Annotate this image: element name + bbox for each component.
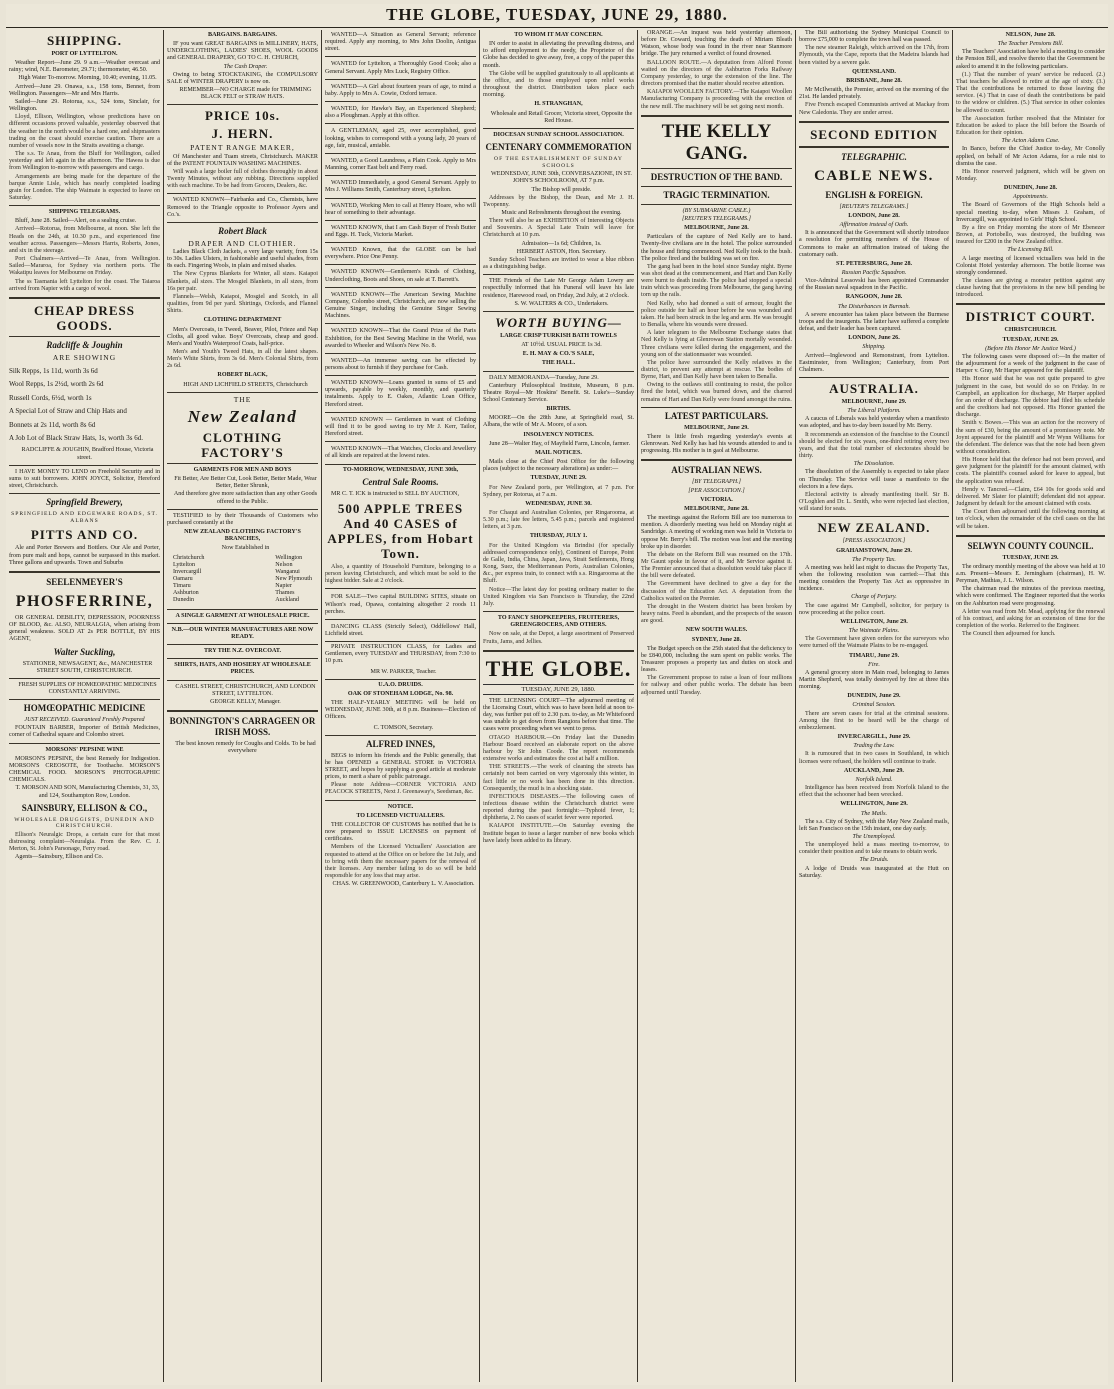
insolvency-heading: INSOLVENCY NOTICES. (523, 431, 594, 438)
bluff-telegram: Bluff, June 28. Sailed—Alert, on a sealing cruise. (15, 218, 137, 225)
brisbane-date: BRISBANE, June 28. (846, 77, 902, 84)
acton-heading: The Acton Adams Case. (1001, 138, 1060, 145)
town-right: Wellington (275, 554, 303, 561)
tea: Music and Refreshments throughout the evening. (501, 210, 622, 216)
daily-memoranda: DAILY MEMORANDA—Tuesday, June 29. (489, 374, 599, 381)
births-body: MOORE—On the 28th June, at Springfield road, St. Albans, the wife of Mr A. Moore, of a son. (483, 415, 634, 429)
wellington-date: WELLINGTON, June 29. (840, 618, 908, 625)
town-right: Napier (275, 583, 292, 590)
destruction-heading: DESTRUCTION OF THE BAND. (650, 171, 783, 182)
stocktaking: Owing to being STOCKTAKING, the COMPULSORY SALE of WINTER DRAPERY is now on. (167, 71, 318, 85)
dress-item: A Special Lot of Straw and Chip Hats and (9, 407, 127, 416)
remember: REMEMBER—NO CHARGE made for TRIMMING BLACK FELT or STRAW HATS. (179, 87, 312, 101)
hern-body: Of Manchester and Tuam streets, Christchurch. MAKER of the PATENT FOUNTAIN WASHING MACHINES. (167, 153, 318, 167)
may-sale: E. H. MAY & CO.'S SALE, (522, 351, 595, 358)
russian-heading: Russian Pacific Squadron. (841, 269, 907, 276)
suckling-sub: STATIONER, NEWSAGENT, &c., MANCHESTER STREET SOUTH, CHRISTCHURCH. (22, 660, 153, 674)
garments-heading: GARMENTS FOR MEN AND BOYS (193, 466, 292, 473)
dissolution-heading: The Dissolution. (853, 461, 895, 468)
radcliffe-name: Radcliffe & Joughin (46, 339, 123, 350)
selwyn-body: The ordinary monthly meeting of the above was held at 10 a.m. Present—Messrs E. Jerningham (chairman), H. W. Peryman, Mathias, J. L. Wilson. (956, 563, 1105, 585)
appointments-heading: Appointments. (1012, 194, 1049, 201)
joyce-ad: I HAVE MONEY TO LEND on Freehold Security and in sums to suit borrowers. JOHN JOYCE, Solicitor, Hereford street, Christchurch. (9, 468, 160, 490)
robert-black-heading: Robert Black (218, 225, 267, 236)
dissolution-body: The dissolution of the Assembly is expected to take place on Thursday. The Service will issue a manifesto to the electors in a few days. (799, 469, 949, 490)
suckling-heading: Walter Suckling, (53, 646, 116, 657)
inquest-body: ORANGE.—An inquest was held yesterday afternoon, before Dr. Coward, touching the death of Miriam Bleath Watson, whose body was found in the river near Stanmore bridge. The jury returned a verdict of found drowned. (641, 30, 792, 58)
wanted-ad: WANTED KNOWN—That Watches, Clocks and Jewellery of all kinds are repaired at the lowest rates. (325, 444, 476, 464)
weather-report: Weather Report—June 29. 9 a.m.—Weather overcast and rainy; wind, N.E. Barometer, 29.71; thermometer, 46.50. (9, 60, 160, 74)
criminal-heading: Criminal Session. (852, 702, 896, 709)
memoranda-body: Canterbury Philosophical Institute, Museum, 8 p.m. Theatre Royal—Mr Hoskins' Benefit. St. Luke's—Sunday School Centenary Service. (483, 382, 634, 403)
column-6: The Bill authorising the Sydney Municipal Council to borrow £75,000 to complete the town hall was passed. The new steamer Raleigh, which arrived on the 17th, from Plymouth, via the Cape, reports that the Madeira Islands had been visited by a severe gale. QUEENSLAND. BRISBANE, June 28. Mr McIlwraith, the Premier, arrived on the morning of the 21st. He landed privately. Five French escaped Communists arrived at Mackay from New Caledonia. They are under arrest. SECOND EDITION TELEGRAPHIC. CABLE NEWS. ENGLISH & FOREIGN. [REUTER'S TELEGRAMS.] LONDON, June 28. Affirmation instead of Oath. It is announced that the Government will shortly introduce a resolution for permitting members of the House of Commons to make an affirmation instead of taking the customary oath. ST. PETERSBURG, June 28. Russian Pacific Squadron. Vice-Admiral Lessovski has been appointed Commander of the Russian naval squadron in the Pacific. RANGOON, June 28. The Disturbances in Burmah. A severe encounter has taken place between the Burmese troops and the insurgents. The latter have suffered a complete defeat, and their leader has been captured. LONDON, June 26. Shipping. Arrived—Inglewood and Remonstrant, from Lyttelton. Eastminster, from Wellington; Canterbury, from Port Chalmers. AUSTRALIA. MELBOURNE, June 29. The Liberal Platform. A caucus of Liberals was held yesterday when a manifesto was adopted, and has to-day been issued by Mr. Berry. It recommends an extension of the franchise to the Council should be elected for six years, one-third retiring every two years, and that the total number of electorates should be thirty. The Dissolution. The dissolution of the Assembly is expected to take place on Thursday. The Service will issue a manifesto to the electors in a few days. Electoral activity is already manifesting itself. Sir B. O'Loghlen and Dr. L. Smith, who were rejected last election, will stand for seats. NEW ZEALAND. [PRESS ASSOCIATION.] GRAHAMSTOWN, June 29. The Property Tax. A meeting was held last night to discuss the Property Tax, when the following resolution was carried:—That this meeting considers the Property Tax Act as oppressive in incidence. Charge of Perjury. The case against Mr Campbell, solicitor, for perjury is now proceeding at the police court. WELLINGTON, June 29. The Waimate Plains. The Government have given orders for the surveyors who were turned off the Waimate Plains to be re-engaged. TIMARU, June 29. Fire. A general grocery store in Main road, belonging to James Martin Shepherd, was totally destroyed by fire at three this morning. DUNEDIN, June 29. Criminal Session. There are seven cases for trial at the criminal sessions. Among the first to be heard will be the charge of embezzlement. INVERCARGILL, June 29. Trading the Law. It is rumoured that in two cases in Southland, in which licenses were refused, the holders will continue to trade. AUCKLAND, June 29. Norfolk Island. Intelligence has been received from Norfolk Island to the effect that the schooner had been wrecked. WELLINGTON, June 29. The Mails. The s.s. City of Sydney, with the May New Zealand mails, left San Francisco on the 15th instant, one day early. The Unemployed. The unemployed held a mass meeting to-morrow, to consider their position and to take means to obtain work. The Druids. A lodge of Druids was inaugurated at the Hutt on Saturday. (799, 30, 950, 879)
try-overcoat: TRY THE N.Z. OVERCOAT. (203, 648, 282, 655)
dunedin-date: DUNEDIN, June 29. (847, 693, 901, 700)
town-right: New Plymouth (275, 575, 312, 582)
town-right: Nelson (275, 561, 293, 568)
springfield-sub: SPRINGFIELD AND EDGEWARE ROADS, ST. ALBANS (11, 511, 158, 524)
tragic-heading: TRAGIC TERMINATION. (663, 189, 770, 200)
queensland-heading: QUEENSLAND. (852, 68, 896, 75)
licensing-court: THE LICENSING COURT—The adjourned meeting of the Licensing Court, which was to have been held at noon to-day, was further put off to 2.30 p.m. to-day, as Mr Whitefoord was unable to get down from Rangiora before that time. The cases were proceeding when we went to press. (483, 697, 634, 733)
chch-heading: CHRISTCHURCH. (1004, 327, 1057, 334)
sainsbury-sub: WHOLESALE DRUGGISTS, DUNEDIN AND CHRISTCHURCH. (14, 816, 155, 830)
dress-item: A Job Lot of Black Straw Hats, 1s, worth 3s 6d. (9, 434, 143, 443)
selwyn-heading: SELWYN COUNTY COUNCIL. (967, 540, 1094, 551)
trading-heading: Trading the Law. (853, 743, 895, 750)
invercargill-date: INVERCARGILL, June 29. (837, 734, 911, 741)
notice-heading: NOTICE. (387, 803, 414, 810)
australia-date: MELBOURNE, June 29. (841, 399, 907, 405)
wanted-ad: WANTED KNOWN—Loans granted in sums of £5 and upwards, payable by weekly, monthly, and quarterly instalments. Apply to E. Oakes, Atlantic Loan Office, Hereford street. (325, 378, 476, 413)
seelenmeyer-heading: SEELENMEYER'S (46, 576, 123, 587)
chch-date: TUESDAY, JUNE 29. (1002, 336, 1059, 343)
rangoon-date: RANGOON, June 28. (845, 294, 903, 301)
hern-heading: J. HERN. (211, 126, 274, 142)
nsw-body: The Budget speech on the 25th stated that the deficiency to be £840,000, including the sum spent on public works. The Treasurer proposes a property tax and duties on stock and leases. (641, 645, 792, 674)
agents: Agents—Sainsbury, Ellison and Co. (15, 854, 104, 861)
centenary-sub: OF THE ESTABLISHMENT OF SUNDAY SCHOOLS (494, 156, 623, 169)
newspaper-page (6, 4, 1108, 1385)
mails-body: The s.s. City of Sydney, with the May New Zealand mails, left San Francisco on the 15th instant, one day early. (799, 818, 949, 832)
homoeo-heading: HOMŒOPATHIC MEDICINE (23, 703, 146, 714)
fountain-ad: FOUNTAIN BARBER, Importer of British Medicines, corner of Cathedral square and Colombo street. (9, 725, 160, 739)
column-3: WANTED—A Situation as General Servant; reference required. Apply any morning, to Mrs John Doolin, Antigua street. WANTED for Lyttelton, a Thoroughly Good Cook; also a General Servant. Apply Mrs Luck, Registry Office. WANTED—A Girl about fourteen years of age, to mind a baby. Apply to Mrs A. Cowie, Oxford terrace. WANTED, for Hawke's Bay, an Experienced Shepherd; also a Ploughman. Apply at this office. A GENTLEMAN, aged 25, over accomplished, good looking, wishes to correspond with a young lady, 20 years of age, fair, musical, amiable. WANTED, a Good Laundress, a Plain Cook. Apply to Mrs Manning, corner East belt and Ferry road. WANTED Immediately, a good General Servant. Apply to Mrs J. Williams Smith, Canterbury street, Lyttelton. WANTED, Working Men to call at Henry Hoare, who will hear of something to their advantage. WANTED KNOWN, that I am Cash Buyer of Fresh Butter and Eggs. H. Tuck, Victoria Market. WANTED Known, that the GLOBE can be had everywhere. Price One Penny. WANTED KNOWN—Gentlemen's Kinds of Clothing, Underclothing, Boots and Shoes, on sale at T. Barrett's. WANTED KNOWN—The American Sewing Machine Company, Colombo street, Christchurch, are now selling the Genuine Singer, including the Genuine Singer Sewing Machines. WANTED KNOWN—That the Grand Prize of the Paris Exhibition, for the Best Sewing Machine in the World, was awarded to Wheeler and Wilson's New No. 8. WANTED—An immense saving can be effected by persons about to furnish if they purchase for Cash. WANTED KNOWN—Loans granted in sums of £5 and upwards, payable by weekly, monthly, and quarterly instalments. Apply to E. Oakes, Atlantic Loan Office, Hereford street. WANTED KNOWN — Gentlemen in want of Clothing will find it to be good saving to try Mr J. Kerr, Tailor, Hereford street. WANTED KNOWN—That Watches, Clocks and Jewellery of all kinds are repaired at the lowest rates. TO-MORROW, WEDNESDAY, JUNE 30th, Central Sale Rooms. MR C. T. ICK is instructed to SELL BY AUCTION, 500 APPLE TREES And 40 CASES of APPLES, from Hobart Town. Also, a quantity of Household Furniture, belonging to a person leaving Christchurch, and which must be sold to the highest bidder. Sale at 2 o'clock. FOR SALE—Two capital BUILDING SITES, situate on Wilson's road, Opawa, containing altogether 2 roods 11 perches. DANCING CLASS (Strictly Select), Oddfellows' Hall, Lichfield street. PRIVATE INSTRUCTION CLASS, for Ladies and Gentlemen, every TUESDAY and THURSDAY, from 7:30 to 10 p.m. MR W. PARKER, Teacher. U.A.O. DRUIDS. OAK OF STONEHAM LODGE, No. 98. THE HALF-YEARLY MEETING will be held on WEDNESDAY, JUNE 30th, at 8 p.m. Business—Election of Officers. C. TOMSON, Secretary. ALFRED INNES, BEGS to inform his friends and the Public generally, that he has OPENED a GENERAL STORE in VICTORIA STREET, and hopes by supplying a good article at moderate prices, to merit a share of public patronage. Please note Address—CORNER VICTORIA AND PEACOCK STREETS, Next J. Greenaway's, Seedsman, &c. NOTICE. TO LICENSED VICTUALLERS. THE COLLECTOR OF CUSTOMS has notified that he is now prepared to ISSUE LICENSES on payment of certificates. Members of the Licensed Victuallers' Association are requested to attend at the Office on or before the 1st July, and to bring with them the necessary papers for the renewal of their licenses. Any member failing to do so will be held responsible for any loss that may arise. CHAS. W. GREENWOOD, Canterbury L. V. Association. (325, 32, 476, 888)
shipping-body-2: Arrived—Inglewood and Remonstrant, from Lyttelton. Eastminster, from Wellington; Canterbury, from Port Chalmers. (799, 352, 949, 373)
timaru-date: TIMARU, June 29. (848, 652, 900, 659)
clothing-factory-heading: CLOTHING FACTORY'S (201, 429, 284, 460)
bishop: The Bishop will preside. (531, 186, 592, 193)
robert-black-sub: DRAPER AND CLOTHIER. (188, 238, 297, 248)
victoria-heading: VICTORIA. (700, 496, 733, 503)
nelson-date: NELSON, June 28. (1005, 32, 1056, 38)
column-1: SHIPPING. PORT OF LYTTELTON. Weather Report—June 29. 9 a.m.—Weather overcast and rainy; wind, N.E. Barometer, 29.71; thermometer, 46.50. High Water To-morrow. Morning, 10.40; evening, 11.05. Arrived—June 29. Onawa, s.s., 158 tons, Bennet, from Wellington. Passengers—Mr and Mrs Harris. Sailed—June 29. Rotorua, s.s., 524 tons, Sinclair, for Wellington. Lloyd, Ellison, Wellington, whose predictions have on different occasions proved valuable, yesterday observed that the weather in the north would be a hard one, and shipmasters trading on the coast should exercise caution. There are a number of vessels now in the Straits awaiting a change. The s.s. Te Anau, from the Bluff for Wellington, called yesterday and left again in the afternoon. The Hawea is due from Wellington to-morrow with passengers and cargo. Arrangements are being made for the departure of the barque Annie Lisle, which has nearly completed loading grain for London. The ship Waimate is expected to leave on Saturday. SHIPPING TELEGRAMS. Bluff, June 28. Sailed—Alert, on a sealing cruise. Arrived—Rotorua, from Melbourne, at noon. She left the Heads on the 24th, at 10.30 p.m., and experienced fine weather across. Passengers—Messrs Harris, Roberts, Jones, and six in the steerage. Port Chalmers—Arrived—Te Anau, from Wellington. Sailed—Mararoa, for Sydney via northern ports. The Wakatipu leaves for Melbourne on Friday. The ss Tasmania left Lyttelton for the coast. The Taiaroa arrived from Napier with a cargo of wool. CHEAP DRESS GOODS. Radcliffe & Joughin ARE SHOWING Silk Repps, 1s 11d, worth 3s 6d Wool Repps, 1s 2½d, worth 2s 6d Russell Cords, 6½d, worth 1s A Special Lot of Straw and Chip Hats and Bonnets at 2s 11d, worth 8s 6d A Job Lot of Black Straw Hats, 1s, worth 3s 6d. RADCLIFFE & JOUGHIN, Bradford House, Victoria street. I HAVE MONEY TO LEND on Freehold Security and in sums to suit borrowers. JOHN JOYCE, Solicitor, Hereford street, Christchurch. Springfield Brewery, SPRINGFIELD AND EDGEWARE ROADS, ST. ALBANS PITTS AND CO. Ale and Porter Brewers and Bottlers. Our Ale and Porter, from pure malt and hops, cannot be surpassed in this market. Three gallons and upwards. Town and Suburbs SEELENMEYER'S PHOSFERRINE, OR GENERAL DEBILITY, DEPRESSION, POORNESS OF BLOOD, &c. ALSO, NEURALGIA, when arising from general weakness. SOLD AT 2s PER BOTTLE, BY HIS AGENT, Walter Suckling, STATIONER, NEWSAGENT, &c., MANCHESTER STREET SOUTH, CHRISTCHURCH. FRESH SUPPLIES OF HOMŒOPATHIC MEDICINES CONSTANTLY ARRIVING. HOMŒOPATHIC MEDICINE JUST RECEIVED. Guaranteed Freshly Prepared FOUNTAIN BARBER, Importer of British Medicines, corner of Cathedral square and Colombo street. MORSONS' PEPSINE WINE MORSON'S PEPSINE, the best Remedy for Indigestion. MORSON'S CREOSOTE, for Toothache. MORSON'S CHEMICAL FOOD. MORSON'S PHOTOGRAPHIC CHEMICALS. T. MORSON AND SON, Manufacturing Chemists, 31, 33, and 124, Southampton Row, London. SAINSBURY, ELLISON & CO., WHOLESALE DRUGGISTS, DUNEDIN AND CHRISTCHURCH. Ellison's Neuralgic Drops, a certain cure for that most distressing complaint—Neuralgia. From the Rev. C. J. Merton, St. John's Parsonage, Ferry road. Agents—Sainsbury, Ellison and Co. (9, 33, 160, 861)
clothing-dept-heading: CLOTHING DEPARTMENT (203, 317, 282, 324)
single-garment: A SINGLE GARMENT AT WHOLESALE PRICE. (175, 612, 310, 619)
press-assoc: [PRESS ASSOCIATION.] (842, 538, 906, 545)
herbert-aston: HERBERT ASTON, Hon. Secretary. (516, 248, 607, 255)
wanted-ad: WANTED for Lyttelton, a Thoroughly Good Cook; also a General Servant. Apply Mrs Luck, Registry Office. (325, 59, 476, 79)
mails-heading: The Mails. (860, 810, 888, 817)
sydney-bill: The Bill authorising the Sydney Municipal Council to borrow £75,000 to complete the town hall was passed. (799, 30, 949, 44)
queensland-body: Mr McIlwraith, the Premier, arrived on the morning of the 21st. He landed privately. (799, 87, 949, 101)
cashel-street: CASHEL STREET, CHRISTCHURCH, AND LONDON STREET, LYTTELTON. (175, 683, 316, 697)
pensions-heading: The Teacher Pensions Bill. (997, 41, 1064, 48)
wanted-ad: WANTED, a Good Laundress, a Plain Cook. Apply to Mrs Manning, corner East belt and Ferry road. (325, 156, 476, 176)
victoria-date: MELBOURNE, June 28. (684, 505, 749, 512)
russian-body: Vice-Admiral Lessovski has been appointed Commander of the Russian naval squadron in the Pacific. (799, 278, 949, 292)
shipping-heading-2: Shipping. (862, 344, 886, 351)
second-edition: SECOND EDITION (810, 126, 938, 142)
petersburg-date: ST. PETERSBURG, June 28. (835, 260, 913, 267)
town-left: Timaru (173, 583, 191, 590)
english-foreign: ENGLISH & FOREIGN. (825, 189, 923, 200)
liberal-body: A caucus of Liberals was held yesterday when a manifesto was adopted, and has to-day been issued by Mr. Berry. (799, 416, 949, 430)
bonnington-heading: BONNINGTON'S CARRAGEEN OR IRISH MOSS. (169, 716, 316, 737)
mail-tuesday: TUESDAY, JUNE 29. (530, 475, 587, 482)
dress-item: Bonnets at 2s 11d, worth 8s 6d (9, 420, 96, 429)
port-heading: PORT OF LYTTELTON. (51, 51, 118, 57)
aus-news-heading: AUSTRALIAN NEWS. (671, 465, 762, 476)
nz-heading-2: NEW ZEALAND. (817, 520, 931, 536)
phosferrine-body: OR GENERAL DEBILITY, DEPRESSION, POORNESS OF BLOOD, &c. ALSO, NEURALGIA, when arising from general weakness. SOLD AT 2s PER BOTTLE, BY HIS AGENT, (9, 614, 160, 643)
wanted-ad: WANTED KNOWN, that I am Cash Buyer of Fresh Butter and Eggs. H. Tuck, Victoria Market. (325, 223, 476, 243)
morsons-body: MORSON'S PEPSINE, the best Remedy for Indigestion. MORSON'S CREOSOTE, for Toothache. MORSON'S CHEMICAL FOOD. MORSON'S PHOTOGRAPHIC CHEMICALS. (9, 755, 160, 784)
masthead: THE GLOBE, TUESDAY, JUNE 29, 1880. (6, 4, 1108, 28)
property-heading: The Property Tax. (852, 556, 896, 563)
the-label: THE (233, 394, 252, 404)
notice-body: THE COLLECTOR OF CUSTOMS has notified that he is now prepared to ISSUE LICENSES on payment of certificates. (325, 821, 476, 843)
nsw-date: SYDNEY, June 28. (691, 636, 742, 643)
wanted-ad: WANTED KNOWN—Gentlemen's Kinds of Clothing, Underclothing, Boots and Shoes, on sale at T. Barrett's. (325, 267, 476, 287)
wanted-ad: WANTED—A Situation as General Servant; reference required. Apply any morning, to Mrs John Doolin, Antigua street. (325, 30, 476, 57)
district-court-heading: DISTRICT COURT. (965, 309, 1096, 325)
rb-address: HIGH AND LICHFIELD STREETS, Christchurch (183, 381, 308, 388)
telegraphic-heading: TELEGRAPHIC. (841, 151, 907, 162)
oath-heading: Affirmation instead of Oath. (839, 222, 909, 229)
testified: TESTIFIED to by their Thousands of Customers who purchased constantly at the (167, 512, 318, 526)
to-whom-heading: TO WHOM IT MAY CONCERN. (514, 32, 603, 38)
tomson-secretary: C. TOMSON, Secretary. (325, 723, 476, 736)
cable-news-heading: CABLE NEWS. (814, 167, 934, 184)
wanted-ad: WANTED—An immense saving can be effected by persons about to furnish if they purchase for Cash. (325, 356, 476, 376)
cheap-dress-heading: CHEAP DRESS GOODS. (34, 302, 135, 333)
sainsbury-heading: SAINSBURY, ELLISON & CO., (21, 802, 148, 813)
dress-item: Russell Cords, 6½d, worth 1s (9, 393, 92, 402)
burmah-heading: The Disturbances in Burmah. (837, 303, 911, 310)
wanted-ad: WANTED Known, that the GLOBE can be had everywhere. Price One Penny. (325, 245, 476, 265)
centenary-date: WEDNESDAY, JUNE 30th, CONVERSAZIONE, IN ST. JOHN'S SCHOOLROOM, AT 7 p.m. (491, 171, 632, 185)
shopkeepers: TO FANCY SHOPKEEPERS, FRUITERERS, GREENGROCERS, AND OTHERS. (497, 615, 620, 629)
dress-item: Wool Repps, 1s 2½d, worth 2s 6d (9, 380, 104, 389)
wanted-fairbanks: WANTED KNOWN—Fairbanks and Co., Chemists, have Removed to the Triangle opposite to Professor Ayers and Co.'s. (167, 197, 318, 218)
winter-nb: N.B.—OUR WINTER MANUFACTURES ARE NOW READY. (171, 626, 314, 640)
sailed: Sailed—June 29. Rotorua, s.s., 524 tons, Sinclair, for Wellington. (9, 98, 160, 113)
shipping-heading: SHIPPING. (46, 33, 123, 48)
rb-items: Ladies Black Cloth Jackets, a very large variety, from 15s to 30s. Ladies Ulsters, in fashionable and useful shades, from 8s each. Fingering Wools, in plain and mixed shades. (167, 248, 318, 270)
fit-body: And therefore give more satisfaction than any other Goods offered to the Public. (173, 491, 318, 505)
druids-body: A lodge of Druids was inaugurated at the Hutt on Saturday. (799, 865, 949, 879)
pitts-body: Ale and Porter Brewers and Bottlers. Our Ale and Porter, from pure malt and hops, cannot be surpassed in this market. Three gallons and upwards. Town and Suburbs (9, 545, 160, 566)
latest-body: There is little fresh regarding yesterday's events at Glenrowan. Ned Kelly has had his wounds attended to and is progressing. His mother is in gaol at Melbourne. (641, 433, 792, 455)
kelly-body: Particulars of the capture of Ned Kelly are to hand. Twenty-five civilians are in the hotel. The police surrounded the house and firing commenced. Ned Kelly took to the bush. The police fired and the building was set on fire. (641, 234, 792, 262)
oak-lodge: OAK OF STONEHAM LODGE, No. 98. (347, 690, 454, 697)
burmah-body: A severe encounter has taken place between the Burmese troops and the insurgents. The latter have suffered a complete defeat, and their leader has been captured. (799, 311, 949, 333)
dress-item: Silk Repps, 1s 11d, worth 3s 6d (9, 367, 98, 375)
nsw-heading: NEW SOUTH WALES. (685, 627, 748, 634)
kelly-gang-heading: THE KELLY GANG. (661, 120, 772, 164)
mail-wednesday: WEDNESDAY, JUNE 30. (525, 500, 592, 507)
worth-buying: WORTH BUYING— (495, 314, 622, 330)
column-4: TO WHOM IT MAY CONCERN. IN order to assist in alleviating the prevailing distress, and to afford employment to the needy, the Proprietor of the Globe has decided to give away, free, a copy of the paper this month. The Globe will be supplied gratuitously to all applicants at the office, and to those employed upon relief works throughout the district. Distribution takes place each morning. H. STRANGHAN, Wholesale and Retail Grocer, Victoria street, Opposite the Red House. DIOCESAN SUNDAY SCHOOL ASSOCIATION. CENTENARY COMMEMORATION OF THE ESTABLISHMENT OF SUNDAY SCHOOLS WEDNESDAY, JUNE 30th, CONVERSAZIONE, IN ST. JOHN'S SCHOOLROOM, AT 7 p.m. The Bishop will preside. Addresses by the Bishop, the Dean, and Mr J. H. Twopenny. Music and Refreshments throughout the evening. There will also be an EXHIBITION of Interesting Objects and Souvenirs. A Special Late Train will leave for Christchurch at 10 p.m. Admission—1s 6d; Children, 1s. HERBERT ASTON, Hon. Secretary. Sunday School Teachers are invited to wear a blue ribbon as a distinguishing badge. THE Friends of the Late Mr George Adam Lowry are respectfully informed that his Funeral will leave his late residence, Harewood road, on Friday, 2nd July, at 2 o'clock. S. W. WALTERS & CO., Undertakers. WORTH BUYING— LARGE CRISP TURKISH BATH TOWELS AT 10½d. USUAL PRICE 1s 3d. E. H. MAY & CO.'S SALE, THE HALL. DAILY MEMORANDA—Tuesday, June 29. Canterbury Philosophical Institute, Museum, 8 p.m. Theatre Royal—Mr Hoskins' Benefit. St. Luke's—Sunday School Centenary Service. BIRTHS. MOORE—On the 28th June, at Springfield road, St. Albans, the wife of Mr A. Moore, of a son. INSOLVENCY NOTICES. June 28—Walter Hay, of Mayfield Farm, Lincoln, farmer. MAIL NOTICES. Mails close at the Chief Post Office for the following places (subject to the necessary alterations) as under:— TUESDAY, JUNE 29. For New Zealand ports, per Wellington, at 7 p.m. For Sydney, per Rotorua, at 7 a.m. WEDNESDAY, JUNE 30. For Chaqui and Australian Colonies, per Ringarooma, at 5.30 p.m.; late fee letters, 5.45 p.m.; parcels and registered letters, at 3 p.m. THURSDAY, JULY 1. For the United Kingdom via Brindisi (for specially addressed correspondence only), Continent of Europe, Point de Galle, India, China, Japan, Java, Strait Settlements, Hong Kong, Suez, the Mediterranean Ports, Australian Colonies, &c., per express train, to connect with s.s. Ringarooma at the Bluff. Notice—The latest day for posting ordinary matter to the United Kingdom via San Francisco is Thursday, the 22nd July. TO FANCY SHOPKEEPERS, FRUITERERS, GREENGROCERS, AND OTHERS. Now on sale, at the Depot, a large assortment of Preserved Fruits, Jams, and Jellies. THE GLOBE. TUESDAY, JUNE 29, 1880. THE LICENSING COURT—The adjourned meeting of the Licensing Court, which was to have been held at noon to-day, was further put off to 2.30 p.m. to-day, as Mr Whitefoord was unable to get down from Rangiora before that time. The cases were proceeding when we went to press. OTAGO HARBOUR.—On Friday last the Dunedin Harbour Board received an elaborate report on the above harbour by Sir John Coode. The report recommends extensive works and estimates the cost at half a million. THE STREETS.—The work of cleaning the streets has certainly not been carried on very vigorously this winter, in fact little or no work has been done in this direction. Consequently, the mud is in a shocking state. INFECTIOUS DISEASES.—The following cases of infectious disease within the Christchurch district were reported during the past fortnight:—Typhoid fever, 1; diphtheria, 2. No cases of scarlet fever were reported. KAIAPOI INSTITUTE.—On Saturday evening the Institute began to issue a larger number of new books which have lately been added to its library. (483, 32, 634, 844)
latest-heading: LATEST PARTICULARS. (664, 410, 769, 421)
london-date: LONDON, June 28. (848, 212, 900, 219)
fresh-supplies: FRESH SUPPLIES OF HOMŒOPATHIC MEDICINES CONSTANTLY ARRIVING. (18, 681, 157, 695)
globe-heading: THE GLOBE. (485, 655, 632, 681)
funeral-notice: THE Friends of the Late Mr George Adam Lowry are respectfully informed that his Funeral will leave his late residence, Harewood road, on Friday, 2nd July, at 2 o'clock. (483, 278, 634, 299)
clothing-items: Men's Overcoats, in Tweed, Beaver, Pilot, Frieze and Nap Cloths, all good value. Boys' Overcoats, cheap and good. Men's and Youth's Waterproof Coats, half-price. (167, 326, 318, 347)
morsons-heading: MORSONS' PEPSINE WINE (45, 746, 124, 753)
the-hall: THE HALL. (541, 360, 576, 367)
mail-body: Mails close at the Chief Post Office for the following places (subject to the necessary alterations) as under:— (483, 459, 634, 473)
town-right: Wanganui (275, 568, 300, 575)
apples-heading: 500 APPLE TREES And 40 CASES of APPLES, from Hobart Town. (327, 500, 474, 561)
gentleman-ad: A GENTLEMAN, aged 25, over accomplished, good looking, wishes to correspond with a young lady, 20 years of age, fair, musical, amiable. (325, 126, 476, 153)
druids-heading: U.A.O. DRUIDS. (378, 681, 423, 688)
licensing-heading: The Licensing Bill. (1007, 247, 1054, 254)
bargains-footer: The Cash Draper. (223, 63, 268, 70)
selwyn-body-2: The chairman read the minutes of the previous meeting, which were confirmed. The Engineer reported that the works on the Ashburton road were progressing. (956, 586, 1105, 607)
wanted-ad: WANTED—A Girl about fourteen years of age, to mind a baby. Apply to Mrs A. Cowie, Oxford terrace. (325, 82, 476, 102)
column-2: BARGAINS. BARGAINS. IF you want GREAT BARGAINS in MILLINERY, HATS, UNDERCLOTHING, LADIES' SHOES, WOOL GOODS and GENERAL DRAPERY, GO TO C. H. CHURCH, The Cash Draper. Owing to being STOCKTAKING, the COMPULSORY SALE of WINTER DRAPERY is now on. REMEMBER—NO CHARGE made for TRIMMING BLACK FELT or STRAW HATS. PRICE 10s. J. HERN. PATENT RANGE MAKER, Of Manchester and Tuam streets, Christchurch. MAKER of the PATENT FOUNTAIN WASHING MACHINES. Will wash a large boiler full of clothes thoroughly in about Twenty Minutes, without any rubbing. Directions supplied with each machine. To be had from Grocers, Dealers, &c. WANTED KNOWN—Fairbanks and Co., Chemists, have Removed to the Triangle opposite to Professor Ayers and Co.'s. Robert Black DRAPER AND CLOTHIER. Ladies Black Cloth Jackets, a very large variety, from 15s to 30s. Ladies Ulsters, in fashionable and useful shades, from 8s each. Fingering Wools, in plain and mixed shades. The New Cyprus Blankets for Winter, all sizes. Kaiapoi Blankets, all sizes. The Mosgiel Blankets, in all sizes, from 16s per pair. Flannels—Welsh, Kaiapoi, Mosgiel and Scotch, in all qualities, from 9d per yard. Shirtings, Oxfords, and Flannel Shirts. CLOTHING DEPARTMENT Men's Overcoats, in Tweed, Beaver, Pilot, Frieze and Nap Cloths, all good value. Boys' Overcoats, cheap and good. Men's and Youth's Waterproof Coats, half-price. Men's and Youth's Tweed Hats, in all the latest shapes. Men's White Shirts, from 3s 6d. Men's Colonial Shirts, from 2s 6d. ROBERT BLACK, HIGH AND LICHFIELD STREETS, Christchurch THE New Zealand CLOTHING FACTORY'S GARMENTS FOR MEN AND BOYS Fit Better, Are Better Cut, Look Better, Better Made, Wear Better, Better Shrunk, And therefore give more satisfaction than any other Goods offered to the Public. TESTIFIED to by their Thousands of Customers who purchased constantly at the NEW ZEALAND CLOTHING FACTORY'S BRANCHES, Now Established in Christchurch Lyttelton Invercargill Oamaru Timaru Ashburton Dunedin Wellington Nelson Wanganui New Plymouth Napier Thames Auckland A SINGLE GARMENT AT WHOLESALE PRICE. N.B.—OUR WINTER MANUFACTURES ARE NOW READY. TRY THE N.Z. OVERCOAT. SHIRTS, HATS, AND HOSIERY AT WHOLESALE PRICES. CASHEL STREET, CHRISTCHURCH, AND LONDON STREET, LYTTELTON. GEORGE KELLY, Manager. BONNINGTON'S CARRAGEEN OR IRISH MOSS. The best known remedy for Coughs and Colds. To be had everywhere (167, 32, 318, 755)
reuter: [REUTER'S TELEGRAMS.] (681, 215, 751, 222)
wanted-ad: WANTED, Working Men to call at Henry Hoare, who will hear of something to their advantage. (325, 201, 476, 221)
by-telegraph: [BY TELEGRAPH.] (691, 479, 742, 486)
morson-co: T. MORSON AND SON, Manufacturing Chemists, 31, 33, and 124, Southampton Row, London. (15, 785, 160, 799)
wanted-ad: WANTED, for Hawke's Bay, an Experienced Shepherd; also a Ploughman. Apply at this office. (325, 104, 476, 124)
liberal-heading: The Liberal Platform. (847, 408, 901, 415)
town-left: Ashburton (173, 590, 199, 597)
are-showing: ARE SHOWING (52, 352, 117, 362)
bargains-body: IF you want GREAT BARGAINS in MILLINERY, HATS, UNDERCLOTHING, LADIES' SHOES, WOOL GOODS and GENERAL DRAPERY, GO TO C. H. CHURCH, (167, 41, 318, 62)
rb-footer: ROBERT BLACK, (217, 372, 268, 379)
admission: Admission—1s 6d; Children, 1s. (521, 240, 602, 247)
fit-list: Fit Better, Are Better Cut, Look Better, Better Made, Wear Better, Better Shrunk, (174, 476, 317, 490)
town-right: Auckland (275, 597, 299, 604)
acton-body: In Banco, before the Chief Justice to-day, Mr Conolly applied, on behalf of Mr Acton Adams, for a rule nisi to dismiss the case. (956, 146, 1105, 167)
town-left: Lyttelton (173, 561, 196, 568)
to-whom-body: IN order to assist in alleviating the prevailing distress, and to afford employment to the needy, the Proprietor of the Globe has decided to give away, free, a copy of the paper this month. (483, 41, 634, 69)
stranghan-sub: Wholesale and Retail Grocer, Victoria street, Opposite the Red House. (490, 110, 633, 124)
phosferrine-heading: PHOSFERRINE, (15, 592, 154, 610)
fire-body: A general grocery store in Main road, belonging to James Martin Shepherd, was totally destroyed by fire at three this morning. (799, 669, 949, 691)
globe-date: TUESDAY, JUNE 29, 1880. (483, 684, 634, 695)
waimate-heading: The Waimate Plains. (848, 628, 900, 635)
london2-date: LONDON, June 26. (848, 335, 900, 342)
column-7: NELSON, June 28. The Teacher Pensions Bill. The Teachers' Association have held a meeting to consider the Pension Bill, and resolve thereto that the Government be asked to amend it in the following particulars. (1.) That the number of years' service be reduced. (2.) That teachers be allowed to retire at the age of sixty. (3.) That the contributions be returned to those leaving the service. (4.) That in case of death the contributions be paid to the widow or children. (5.) That service in other colonies be allowed to count. The Association further resolved that the Minister for Education be asked to place the bill before the Boards of Education for their opinion. The Acton Adams Case. In Banco, before the Chief Justice to-day, Mr Conolly applied, on behalf of Mr Acton Adams, for a rule nisi to dismiss the case. His Honor reserved judgment, which will be given on Monday. DUNEDIN, June 28. Appointments. The Board of Governors of the High Schools held a special meeting to-day, when Misses J. Graham, of Invercargill, was appointed to Girls' High School. By a fire on Friday morning the store of Mr Ebenezer Brown, at Portobello, was destroyed, the building was insured for £200 in the New Zealand office. The Licensing Bill. A large meeting of licensed victuallers was held in the Colonist Hotel yesterday afternoon. The bottle license was strongly condemned. The clauses are giving a monster petition against any clause having that the provisions in the new bill pending be introduced. DISTRICT COURT. CHRISTCHURCH. TUESDAY, JUNE 29. (Before His Honor Mr Justice Ward.) The following cases were disposed of:—In the matter of the adjournment for a week of the judgment in the case of Harper v. Gray, Mr Harper appeared for the plaintiff. His Honor said that he was not quite prepared to give judgment in the case, but would do so on Friday. In re Campbell, an application for discharge, Mr Harper applied for an order of discharge. The debtor had filed his schedule and the creditors had not opposed. His Honor granted the discharge. Smith v. Bowes.—This was an action for the recovery of the sum of £30, being the amount of a promissory note. Mr Joynt appeared for the plaintiff and Mr Wynn Williams for the defendant. The defence was that the note had been given without consideration. His Honor held that the defence had not been proved, and gave judgment for the plaintiff for the amount claimed, with costs. The plaintiff's counsel asked for leave to appeal, but the application was refused. Hendy v. Tancred.—Claim, £64 10s for goods sold and delivered. Mr Slater for plaintiff; defendant did not appear. Judgment by default for the amount claimed with costs. The Court then adjourned until the following morning at ten o'clock, when the remainder of the civil cases on the list will be taken. SELWYN COUNTY COUNCIL. TUESDAY, JUNE 29. The ordinary monthly meeting of the above was held at 10 a.m. Present—Messrs E. Jerningham (chairman), H. W. Peryman, Mathias, J. L. Wilson. The chairman read the minutes of the previous meeting, which were confirmed. The Engineer reported that the works on the Ashburton road were progressing. A letter was read from Mr. Mead, applying for the renewal of his contract, and asking for an extension of time for the completion of the works. Referred to the Engineer. The Council then adjourned for lunch. (956, 32, 1105, 638)
dancing-ad: DANCING CLASS (Strictly Select), Oddfellows' Hall, Lichfield street. (325, 622, 476, 642)
property-body: A meeting was held last night to discuss the Property Tax, when the following resolution was carried:—That this meeting considers the Property Tax Act as oppressive in incidence. (799, 564, 949, 593)
shirts-hats: SHIRTS, HATS, AND HOSIERY AT WHOLESALE PRICES. (174, 662, 311, 676)
mail-heading: MAIL NOTICES. (535, 449, 582, 456)
town-right: Thames (275, 590, 295, 597)
latest-date: MELBOURNE, June 29. (684, 424, 749, 431)
forsale-ad: FOR SALE—Two capital BUILDING SITES, situate on Wilson's road, Opawa, containing altogether 2 roods 11 perches. (325, 592, 476, 619)
town-left: Invercargill (173, 568, 202, 575)
per-association: [PER ASSOCIATION.] (688, 487, 745, 494)
nz-heading: New Zealand (187, 406, 298, 426)
shipping-telegrams-heading: SHIPPING TELEGRAMS. (48, 209, 121, 216)
towels: LARGE CRISP TURKISH BATH TOWELS (500, 332, 617, 339)
reuter-telegrams: [REUTER'S TELEGRAMS.] (839, 203, 909, 210)
private-class: PRIVATE INSTRUCTION CLASS, for Ladies and Gentlemen, every TUESDAY and THURSDAY, from 7:30 to 10 p.m. (325, 644, 476, 665)
licensing-body: A large meeting of licensed victuallers was held in the Colonist Hotel yesterday afternoon. The bottle license was strongly condemned. (956, 255, 1105, 276)
greenwood: CHAS. W. GREENWOOD, Canterbury L. V. Association. (332, 881, 475, 888)
kelly-manager: GEORGE KELLY, Manager. (210, 698, 281, 705)
wanted-ad: WANTED KNOWN—That the Grand Prize of the Paris Exhibition, for the Best Sewing Machine in the World, was awarded to Wheeler and Wilson's New No. 8. (325, 326, 476, 353)
wanted-ad: WANTED KNOWN—The American Sewing Machine Company, Colombo street, Christchurch, are now selling the Genuine Singer, including the Genuine Singer Sewing Machines. (325, 290, 476, 325)
wanted-ad: WANTED KNOWN — Gentlemen in want of Clothing will find it to be good saving to try Mr J. Kerr, Tailor, Hereford street. (325, 415, 476, 442)
homoeo-sub: JUST RECEIVED. Guaranteed Freshly Prepared (24, 717, 145, 724)
perjury-heading: Charge of Perjury. (851, 594, 897, 601)
fire-heading: Fire. (868, 661, 880, 668)
radcliffe-footer: RADCLIFFE & JOUGHIN, Bradford House, Victoria street. (21, 447, 154, 461)
column-5: ORANGE.—An inquest was held yesterday afternoon, before Dr. Coward, touching the death of Miriam Bleath Watson, whose body was found in the river near Stanmore bridge. The jury returned a verdict of found drowned. BALLOON ROUTE.—A deputation from Alford Forest waited on the directors of the Ashburton Forks Railway Company yesterday, to urge the extension of the line. The directors promised that the matter should receive attention. KAIAPOI WOOLLEN FACTORY.—The Kaiapoi Woollen Manufacturing Company is proceeding with the erection of the new mill. The machinery will be set going next month. THE KELLY GANG. DESTRUCTION OF THE BAND. TRAGIC TERMINATION. (BY SUBMARINE CABLE.) [REUTER'S TELEGRAMS.] MELBOURNE, June 28. Particulars of the capture of Ned Kelly are to hand. Twenty-five civilians are in the hotel. The police surrounded the house and firing commenced. Ned Kelly took to the bush. The police fired and the building was set on fire. The gang had been in the hotel since Sunday night. Byrne was shot dead at the commencement, and Hart and Dan Kelly were burnt to death inside. The police had stopped a special train which was proceeding from Melbourne, the gang having torn up the rails. Ned Kelly, who had donned a suit of armour, fought the police outside for half an hour before he was wounded and taken. He had been struck in the leg and arm. He was brought to Benalla, where his wounds were dressed. A later telegram to the Melbourne Exchange states that Ned Kelly is lying at Glenrowan Station mortally wounded. Three civilians were killed during the engagement, and the young son of the stationmaster was wounded. The police have surrounded the Kelly relatives in the district, to prevent any attempt at rescue. The bodies of Byrne, Hart, and Dan Kelly have been taken to Benalla. Owing to the outlaws still continuing to resist, the police fired the hotel, which was burned down, and the charred remains of Hart and Dan Kelly were found amongst the ruins. LATEST PARTICULARS. MELBOURNE, June 29. There is little fresh regarding yesterday's events at Glenrowan. Ned Kelly has had his wounds attended to and is progressing. His mother is in gaol at Melbourne. AUSTRALIAN NEWS. [BY TELEGRAPH.] [PER ASSOCIATION.] VICTORIA. MELBOURNE, June 28. The meetings against the Reform Bill are too numerous to mention. A disorderly meeting was held on Monday night at Sandridge. A meeting of working men was held in Victoria to oppose Mr. Berry's bill. The motion was lost and the meeting broke up in disorder. The debate on the Reform Bill was resumed on the 17th. Mr Gaunt spoke in favour of it, and Mr Service against it. The Premier announced that a dissolution would take place if the bill were defeated. The Government have declined to give a day for the discussion of the Education Act. A deputation from the Catholics waited on the Premier. The drought in the Western district has been broken by heavy rains. Feed is abundant, and the prospects of the season are good. NEW SOUTH WALES. SYDNEY, June 28. The Budget speech on the 25th stated that the deficiency to be £840,000, including the sum spent on public works. The Treasurer proposes a property tax and duties on stock and leases. The Government propose to raise a loan of four millions for railway and other public works. The debate has been adjourned until Tuesday. (641, 30, 792, 696)
wellington2-date: WELLINGTON, June 29. (840, 801, 908, 808)
central-rooms: Central Sale Rooms. (362, 476, 439, 487)
victoria-body: The meetings against the Reform Bill are too numerous to mention. A disorderly meeting was held on Monday night at Sandridge. A meeting of working men was held in Victoria to oppose Mr. Berry's bill. The motion was lost and the meeting broke up in disorder. (641, 515, 792, 550)
court-body: The following cases were disposed of:—In the matter of the adjournment for a week of the judgment in the case of Harper v. Gray, Mr Harper appeared for the plaintiff. (956, 353, 1105, 375)
stranghan-heading: H. STRANGHAN, (534, 101, 583, 108)
town-left: Oamaru (173, 575, 193, 582)
selwyn-date: TUESDAY, JUNE 29. (1002, 554, 1059, 561)
established: Now Established in (221, 545, 270, 552)
arrived: Arrived—June 29. Onawa, s.s., 158 tons, Bennet, from Wellington. Passengers—Mr and Mrs Harris. (9, 83, 160, 97)
notice-title: TO LICENSED VICTUALLERS. (356, 812, 445, 819)
springfield-heading: Springfield Brewery, (46, 497, 123, 508)
diocesan-heading: DIOCESAN SUNDAY SCHOOL ASSOCIATION. (493, 131, 624, 138)
births-heading: BIRTHS. (546, 406, 571, 413)
walters-co: S. W. WALTERS & CO., Undertakers. (514, 300, 609, 307)
town-left: Christchurch (173, 554, 205, 561)
appointments-body: The Board of Governors of the High Schools held a special meeting to-day, when Misses J. Graham, of Invercargill, was appointed to Girls' High School. (956, 202, 1105, 223)
centenary-heading: CENTENARY COMMEMORATION (485, 142, 632, 153)
innes-body: BEGS to inform his friends and the Public generally, that he has OPENED a GENERAL STORE in VICTORIA STREET, and hopes by supplying a good article at moderate prices, to merit a share of public patronage. (325, 752, 476, 781)
melbourne-date: MELBOURNE, June 28. (684, 225, 749, 232)
half-yearly: THE HALF-YEARLY MEETING will be held on WEDNESDAY, JUNE 30th, at 8 p.m. Business—Election of Officers. (325, 700, 476, 721)
australia-heading: AUSTRALIA. (829, 381, 919, 396)
unemployed-heading: The Unemployed. (852, 833, 896, 840)
high-water: High Water To-morrow. Morning, 10.40; evening, 11.05. (18, 75, 157, 82)
nzcf2-heading: NEW ZEALAND CLOTHING FACTORY'S BRANCHES, (184, 529, 301, 543)
norfolk-heading: Norfolk Island. (855, 776, 893, 783)
pitts-heading: PITTS AND CO. (30, 527, 139, 543)
oath-body: It is announced that the Government will shortly introduce a resolution for permitting members of the House of Commons to make an affirmation instead of taking the customary oath. (799, 230, 949, 258)
parker-teacher: MR W. PARKER, Teacher. (325, 667, 476, 680)
insolvency-body: June 28—Walter Hay, of Mayfield Farm, Lincoln, farmer. (489, 440, 631, 447)
tomorrow-heading: TO-MORROW, WEDNESDAY, JUNE 30th, (342, 466, 459, 473)
price-heading: PRICE 10s. (204, 108, 280, 124)
submarine: (BY SUBMARINE CABLE.) (682, 207, 751, 214)
dunedin-date-2: DUNEDIN, June 28. (1003, 185, 1058, 192)
ick-auction: MR C. T. ICK is instructed to SELL BY AUCTION, (331, 490, 459, 497)
auckland-date: AUCKLAND, June 29. (844, 767, 904, 774)
pensions-body: The Teachers' Association have held a meeting to consider the Pension Bill, and resolve thereto that the Government be asked to amend it in the following particulars. (956, 49, 1105, 70)
wanted-ad: WANTED Immediately, a good General Servant. Apply to Mrs J. Williams Smith, Canterbury street, Lyttelton. (325, 178, 476, 198)
bonnington-body: The best known remedy for Coughs and Colds. To be had everywhere (175, 741, 316, 755)
town-left: Dunedin (173, 597, 194, 604)
chch-sub: (Before His Honor Mr Justice Ward.) (985, 345, 1076, 352)
hern-sub: PATENT RANGE MAKER, (190, 143, 295, 153)
bargains-heading: BARGAINS. BARGAINS. (208, 32, 277, 38)
druids-heading-2: The Druids. (859, 857, 889, 864)
innes-heading: ALFRED INNES, (365, 738, 435, 749)
mail-thursday: THURSDAY, JULY 1. (529, 533, 588, 540)
towels-price: AT 10½d. USUAL PRICE 1s 3d. (521, 342, 602, 349)
grahamstown-date: GRAHAMSTOWN, June 29. (836, 547, 912, 554)
